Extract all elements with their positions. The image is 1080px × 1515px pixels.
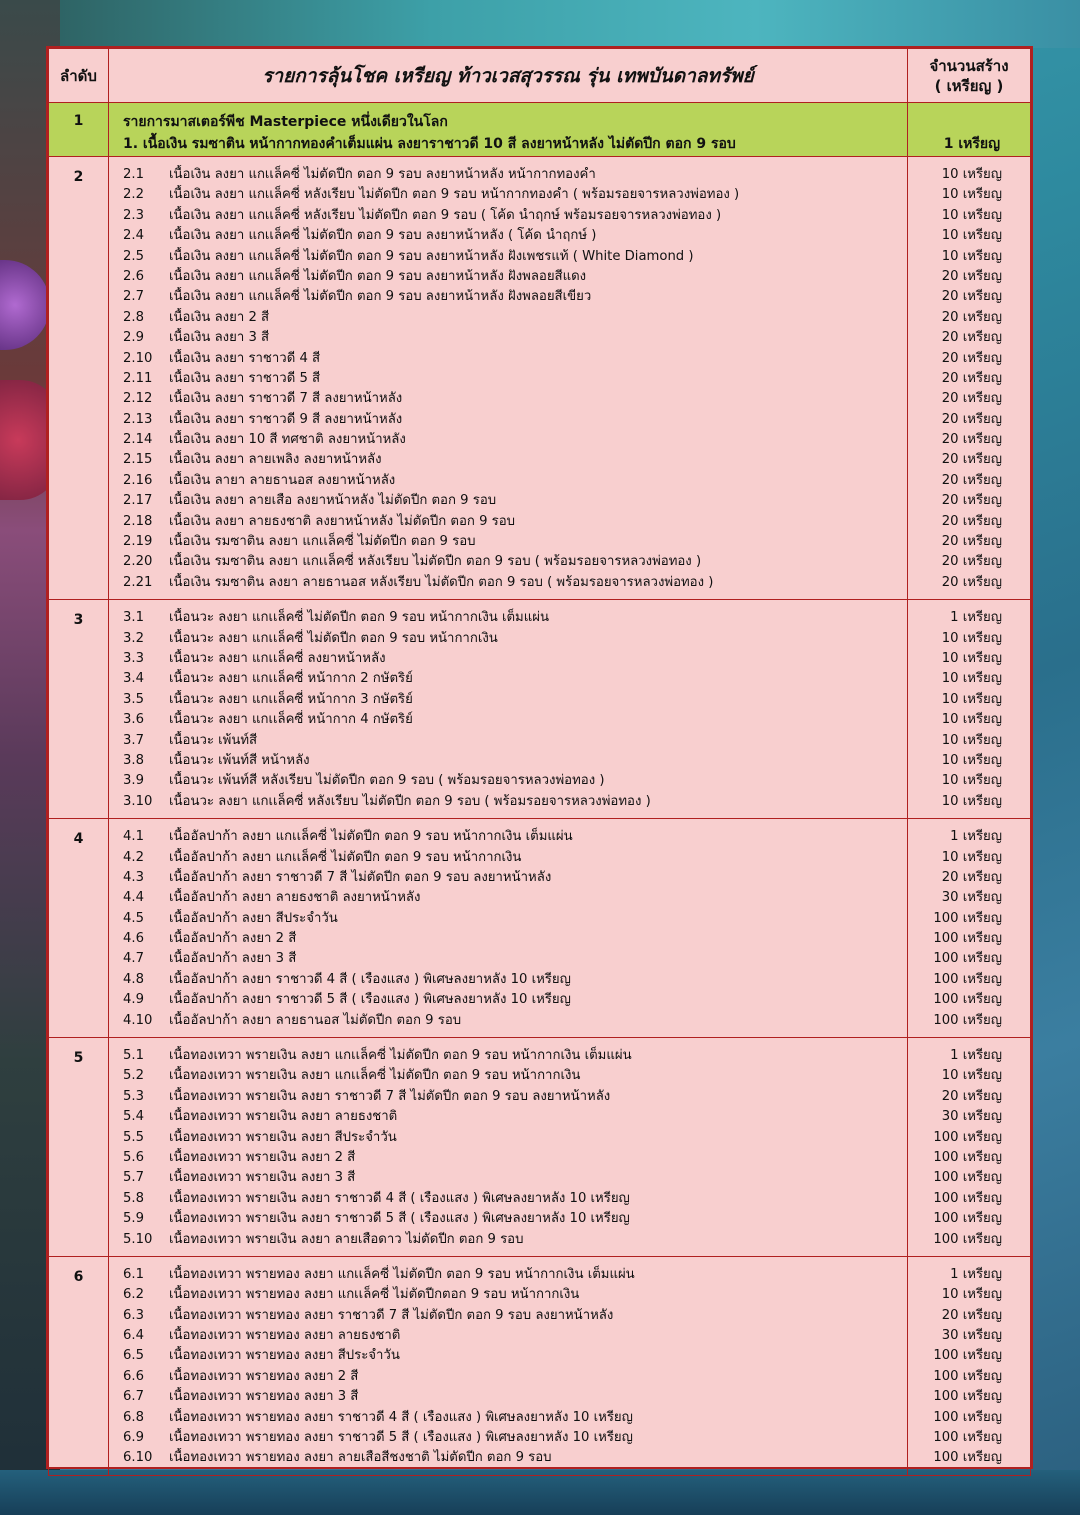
item-number: 3.1 xyxy=(123,610,144,626)
masterpiece-qty: 1 เหรียญ xyxy=(908,103,1031,157)
item-number: 6.3 xyxy=(123,1307,144,1323)
item-quantity: 20 เหรียญ xyxy=(941,472,1002,488)
item-quantity: 20 เหรียญ xyxy=(941,289,1002,305)
list-item xyxy=(109,929,907,949)
list-item xyxy=(109,267,907,287)
item-quantity: 10 เหรียญ xyxy=(941,849,1002,865)
item-quantity: 1 เหรียญ xyxy=(950,1048,1002,1064)
item-description: เนื้อทองเทวา พรายทอง ลงยา ลายธงชาติ xyxy=(169,1328,401,1344)
group-items xyxy=(109,157,908,600)
group-index: 5 xyxy=(49,1038,109,1257)
list-item xyxy=(109,848,907,868)
background-top xyxy=(0,0,1080,48)
item-quantity: 30 เหรียญ xyxy=(941,1328,1002,1344)
list-item xyxy=(109,532,907,552)
list-item xyxy=(109,949,907,969)
background-bottom xyxy=(0,1470,1080,1515)
item-quantity: 100 เหรียญ xyxy=(933,931,1002,947)
item-quantity: 10 เหรียญ xyxy=(941,1068,1002,1084)
item-number: 5.9 xyxy=(123,1211,144,1227)
item-quantity: 10 เหรียญ xyxy=(941,1287,1002,1303)
list-item xyxy=(109,1148,907,1168)
group-qtys xyxy=(908,157,1031,600)
item-description: เนื้ออัลปาก้า ลงยา ราชาวดี 5 สี ( เรืองแสง ) พิเศษลงยาหลัง 10 เหรียญ xyxy=(169,992,571,1008)
header-qty-line1: จำนวนสร้าง xyxy=(929,56,1009,75)
item-number: 5.2 xyxy=(123,1068,144,1084)
item-description: เนื้อทองเทวา พรายทอง ลงยา แกเเล็คซี่ ไม่ตัดปีกตอก 9 รอบ หน้ากากเงิน xyxy=(169,1287,580,1303)
item-description: เนื้อนวะ เพ้นท์สี หลังเรียบ ไม่ตัดปีก ตอก 9 รอบ ( พร้อมรอยจารหลวงพ่อทอง ) xyxy=(169,773,605,789)
list-item xyxy=(109,1107,907,1127)
item-quantity: 30 เหรียญ xyxy=(941,1109,1002,1125)
group-items xyxy=(109,819,908,1038)
item-description: เนื้อเงิน ลงยา 2 สี xyxy=(169,309,270,325)
masterpiece-index: 1 xyxy=(49,103,109,157)
list-item xyxy=(109,573,907,593)
group-qtys xyxy=(908,600,1031,819)
item-quantity: 10 เหรียญ xyxy=(941,228,1002,244)
item-description: เนื้ออัลปาก้า ลงยา 3 สี xyxy=(169,951,297,967)
list-item xyxy=(109,450,907,470)
item-quantity: 100 เหรียญ xyxy=(933,992,1002,1008)
item-quantity: 10 เหรียญ xyxy=(941,793,1002,809)
item-number: 4.10 xyxy=(123,1012,153,1028)
group-qtys xyxy=(908,1038,1031,1257)
item-description: เนื้อทองเทวา พรายทอง ลงยา ลายเสือสีชงชาติ ไม่ตัดปีก ตอก 9 รอบ xyxy=(169,1450,552,1466)
list-item xyxy=(109,1306,907,1326)
item-description: เนื้อทองเทวา พรายเงิน ลงยา 3 สี xyxy=(169,1170,356,1186)
list-item xyxy=(109,165,907,185)
item-quantity: 100 เหรียญ xyxy=(933,1409,1002,1425)
group-index: 4 xyxy=(49,819,109,1038)
list-item xyxy=(109,1285,907,1305)
item-number: 3.9 xyxy=(123,773,144,789)
item-quantity: 20 เหรียญ xyxy=(941,411,1002,427)
item-quantity: 10 เหรียญ xyxy=(941,773,1002,789)
masterpiece-description xyxy=(109,103,908,157)
item-number: 2.3 xyxy=(123,207,144,223)
item-number: 4.6 xyxy=(123,931,144,947)
item-number: 2.15 xyxy=(123,452,153,468)
list-item xyxy=(109,1128,907,1148)
item-description: เนื้อเงิน ลงยา ลายเสือ ลงยาหน้าหลัง ไม่ตัดปีก ตอก 9 รอบ xyxy=(169,493,497,509)
list-item xyxy=(109,349,907,369)
item-number: 5.5 xyxy=(123,1129,144,1145)
item-description: เนื้ออัลปาก้า ลงยา ลายธงชาติ ลงยาหน้าหลัง xyxy=(169,890,421,906)
item-description: เนื้อทองเทวา พรายเงิน ลงยา ราชาวดี 7 สี ไม่ตัดปีก ตอก 9 รอบ ลงยาหน้าหลัง xyxy=(169,1088,611,1104)
list-item xyxy=(109,1168,907,1188)
masterpiece-line2: 1. เนื้อเงิน รมซาติน หน้ากากทองคำเต็มแผ่น ลงยาราชาวดี 10 สี ลงยาหน้าหลัง ไม่ตัดปีก ตอก 9 รอบ xyxy=(123,136,736,152)
list-item xyxy=(109,410,907,430)
item-quantity: 20 เหรียญ xyxy=(941,513,1002,529)
item-number: 2.11 xyxy=(123,370,153,386)
item-number: 2.16 xyxy=(123,472,153,488)
list-item xyxy=(109,247,907,267)
group-row xyxy=(49,157,1031,600)
list-item xyxy=(109,226,907,246)
item-description: เนื้ออัลปาก้า ลงยา สีประจำวัน xyxy=(169,910,338,926)
item-quantity: 100 เหรียญ xyxy=(933,1012,1002,1028)
item-quantity: 20 เหรียญ xyxy=(941,1088,1002,1104)
medal-list-sheet xyxy=(46,46,1033,1469)
item-description: เนื้อเงิน ลงยา 10 สี ทศชาติ ลงยาหน้าหลัง xyxy=(169,432,406,448)
item-quantity: 20 เหรียญ xyxy=(941,350,1002,366)
item-number: 5.6 xyxy=(123,1149,144,1165)
list-item xyxy=(109,1189,907,1209)
item-quantity: 100 เหรียญ xyxy=(933,951,1002,967)
item-quantity: 20 เหรียญ xyxy=(941,452,1002,468)
item-number: 2.18 xyxy=(123,513,153,529)
header-qty-line2: ( เหรียญ ) xyxy=(934,76,1004,95)
list-item xyxy=(109,771,907,791)
list-item xyxy=(109,328,907,348)
item-description: เนื้ออัลปาก้า ลงยา แกเเล็คซี่ ไม่ตัดปีก ตอก 9 รอบ หน้ากากเงิน xyxy=(169,849,522,865)
list-item xyxy=(109,649,907,669)
item-quantity: 20 เหรียญ xyxy=(941,493,1002,509)
item-quantity: 10 เหรียญ xyxy=(941,671,1002,687)
item-description: เนื้อนวะ เพ้นท์สี หน้าหลัง xyxy=(169,752,310,768)
item-quantity: 100 เหรียญ xyxy=(933,971,1002,987)
group-row xyxy=(49,819,1031,1038)
item-description: เนื้อทองเทวา พรายเงิน ลงยา 2 สี xyxy=(169,1149,356,1165)
item-description: เนื้ออัลปาก้า ลงยา แกเเล็คซี่ ไม่ตัดปีก ตอก 9 รอบ หน้ากากเงิน เต็มแผ่น xyxy=(169,829,573,845)
header-qty xyxy=(908,49,1031,103)
item-description: เนื้อทองเทวา พรายเงิน ลงยา แกเเล็คซี่ ไม่ตัดปีก ตอก 9 รอบ หน้ากากเงิน xyxy=(169,1068,581,1084)
list-item xyxy=(109,471,907,491)
item-description: เนื้อเงิน ลงยา แกเเล็คซี่ ไม่ตัดปีก ตอก 9 รอบ ลงยาหน้าหลัง ( โค้ด นำฤกษ์ ) xyxy=(169,228,597,244)
item-number: 2.9 xyxy=(123,330,144,346)
item-quantity: 10 เหรียญ xyxy=(941,167,1002,182)
list-item xyxy=(109,608,907,628)
item-quantity: 10 เหรียญ xyxy=(941,207,1002,223)
item-description: เนื้อทองเทวา พรายเงิน ลงยา ลายเสือดาว ไม่ตัดปีก ตอก 9 รอบ xyxy=(169,1231,524,1247)
item-number: 3.3 xyxy=(123,650,144,666)
item-quantity: 20 เหรียญ xyxy=(941,268,1002,284)
item-quantity: 10 เหรียญ xyxy=(941,650,1002,666)
item-number: 6.7 xyxy=(123,1389,144,1405)
item-quantity: 10 เหรียญ xyxy=(941,712,1002,728)
list-item xyxy=(109,185,907,205)
item-number: 5.10 xyxy=(123,1231,153,1247)
masterpiece-line1: รายการมาสเตอร์พีช Masterpiece หนึ่งเดียวในโลก xyxy=(123,114,448,130)
group-items xyxy=(109,600,908,819)
list-item xyxy=(109,710,907,730)
item-number: 6.5 xyxy=(123,1348,144,1364)
item-number: 5.3 xyxy=(123,1088,144,1104)
item-quantity: 100 เหรียญ xyxy=(933,1231,1002,1247)
item-description: เนื้อเงิน ลงยา ราชาวดี 9 สี ลงยาหน้าหลัง xyxy=(169,411,403,427)
list-item xyxy=(109,512,907,532)
item-quantity: 20 เหรียญ xyxy=(941,1307,1002,1323)
item-description: เนื้อเงิน ลงยา แกเเล็คซี่ หลังเรียบ ไม่ตัดปีก ตอก 9 รอบ หน้ากากทองคำ ( พร้อมรอยจารหลวงพ่อทอง ) xyxy=(169,187,740,203)
item-number: 2.10 xyxy=(123,350,153,366)
item-description: เนื้อนวะ ลงยา แกเเล็คซี่ หน้ากาก 3 กษัตริย์ xyxy=(169,691,413,707)
item-description: เนื้อนวะ ลงยา แกเเล็คซี่ หน้ากาก 2 กษัตริย์ xyxy=(169,671,413,687)
list-item xyxy=(109,491,907,511)
list-item xyxy=(109,1011,907,1031)
item-number: 2.12 xyxy=(123,391,153,407)
item-number: 4.7 xyxy=(123,951,144,967)
list-item xyxy=(109,1387,907,1407)
list-item xyxy=(109,552,907,572)
item-number: 3.5 xyxy=(123,691,144,707)
item-description: เนื้อทองเทวา พรายทอง ลงยา ราชาวดี 4 สี ( เรืองแสง ) พิเศษลงยาหลัง 10 เหรียญ xyxy=(169,1409,633,1425)
list-item xyxy=(109,1367,907,1387)
item-quantity: 100 เหรียญ xyxy=(933,1211,1002,1227)
item-number: 5.7 xyxy=(123,1170,144,1186)
item-number: 5.8 xyxy=(123,1190,144,1206)
list-item xyxy=(109,1230,907,1250)
list-item xyxy=(109,669,907,689)
medal-list-table xyxy=(48,48,1031,1476)
item-quantity: 20 เหรียญ xyxy=(941,869,1002,885)
item-quantity: 10 เหรียญ xyxy=(941,691,1002,707)
item-description: เนื้อเงิน ลายา ลายธานอส ลงยาหน้าหลัง xyxy=(169,472,396,488)
list-item xyxy=(109,970,907,990)
list-item xyxy=(109,827,907,847)
list-item xyxy=(109,792,907,812)
item-number: 3.7 xyxy=(123,732,144,748)
item-number: 6.9 xyxy=(123,1430,144,1446)
item-quantity: 1 เหรียญ xyxy=(950,1266,1002,1282)
item-description: เนื้อเงิน ลงยา ราชาวดี 5 สี xyxy=(169,370,321,386)
item-description: เนื้อเงิน ลงยา ราชาวดี 7 สี ลงยาหน้าหลัง xyxy=(169,391,403,407)
item-description: เนื้ออัลปาก้า ลงยา ราชาวดี 7 สี ไม่ตัดปีก ตอก 9 รอบ ลงยาหน้าหลัง xyxy=(169,869,552,885)
item-number: 6.10 xyxy=(123,1450,153,1466)
item-number: 3.4 xyxy=(123,671,144,687)
item-description: เนื้อนวะ ลงยา แกเเล็คซี่ หลังเรียบ ไม่ตัดปีก ตอก 9 รอบ ( พร้อมรอยจารหลวงพ่อทอง ) xyxy=(169,793,651,809)
item-description: เนื้อทองเทวา พรายทอง ลงยา ราชาวดี 5 สี ( เรืองแสง ) พิเศษลงยาหลัง 10 เหรียญ xyxy=(169,1430,633,1446)
item-number: 4.1 xyxy=(123,829,144,845)
item-number: 2.14 xyxy=(123,432,153,448)
item-number: 6.6 xyxy=(123,1368,144,1384)
item-description: เนื้ออัลปาก้า ลงยา ราชาวดี 4 สี ( เรืองแสง ) พิเศษลงยาหลัง 10 เหรียญ xyxy=(169,971,571,987)
item-number: 6.1 xyxy=(123,1266,144,1282)
item-number: 6.8 xyxy=(123,1409,144,1425)
list-item xyxy=(109,1408,907,1428)
item-description: เนื้อเงิน ลงยา แกเเล็คซี่ ไม่ตัดปีก ตอก 9 รอบ ลงยาหน้าหลัง ฝังพลอยสีเขียว xyxy=(169,289,592,305)
header-title: รายการลุ้นโชค เหรียญ ท้าวเวสสุวรรณ รุ่น เทพบันดาลทรัพย์ xyxy=(109,49,908,103)
item-number: 2.20 xyxy=(123,554,153,570)
item-quantity: 100 เหรียญ xyxy=(933,910,1002,926)
item-description: เนื้อทองเทวา พรายทอง ลงยา ราชาวดี 7 สี ไม่ตัดปีก ตอก 9 รอบ ลงยาหน้าหลัง xyxy=(169,1307,614,1323)
item-description: เนื้อทองเทวา พรายเงิน ลงยา สีประจำวัน xyxy=(169,1129,397,1145)
item-description: เนื้อนวะ ลงยา แกเเล็คซี่ หน้ากาก 4 กษัตริย์ xyxy=(169,712,413,728)
item-number: 3.6 xyxy=(123,712,144,728)
item-number: 2.19 xyxy=(123,534,153,550)
item-quantity: 100 เหรียญ xyxy=(933,1389,1002,1405)
item-quantity: 20 เหรียญ xyxy=(941,432,1002,448)
item-description: เนื้อเงิน ลงยา แกเเล็คซี่ ไม่ตัดปีก ตอก 9 รอบ ลงยาหน้าหลัง หน้ากากทองคำ xyxy=(169,167,596,182)
item-description: เนื้อทองเทวา พรายทอง ลงยา สีประจำวัน xyxy=(169,1348,400,1364)
item-quantity: 10 เหรียญ xyxy=(941,187,1002,203)
item-description: เนื้อนวะ เพ้นท์สี xyxy=(169,732,258,748)
group-items xyxy=(109,1256,908,1475)
list-item xyxy=(109,1448,907,1468)
item-number: 4.3 xyxy=(123,869,144,885)
item-number: 4.8 xyxy=(123,971,144,987)
item-quantity: 20 เหรียญ xyxy=(941,554,1002,570)
item-quantity: 20 เหรียญ xyxy=(941,391,1002,407)
item-number: 2.13 xyxy=(123,411,153,427)
list-item xyxy=(109,731,907,751)
item-quantity: 100 เหรียญ xyxy=(933,1190,1002,1206)
item-quantity: 100 เหรียญ xyxy=(933,1348,1002,1364)
list-item xyxy=(109,909,907,929)
item-quantity: 20 เหรียญ xyxy=(941,309,1002,325)
item-description: เนื้อเงิน ลงยา แกเเล็คซี่ ไม่ตัดปีก ตอก 9 รอบ ลงยาหน้าหลัง ฝังพลอยสีแดง xyxy=(169,268,587,284)
item-quantity: 20 เหรียญ xyxy=(941,574,1002,590)
item-quantity: 100 เหรียญ xyxy=(933,1170,1002,1186)
list-item xyxy=(109,1087,907,1107)
list-item xyxy=(109,1428,907,1448)
item-description: เนื้อทองเทวา พรายเงิน ลงยา ราชาวดี 4 สี ( เรืองแสง ) พิเศษลงยาหลัง 10 เหรียญ xyxy=(169,1190,630,1206)
item-description: เนื้อนวะ ลงยา แกเเล็คซี่ ลงยาหน้าหลัง xyxy=(169,650,386,666)
item-description: เนื้อทองเทวา พรายทอง ลงยา 3 สี xyxy=(169,1389,359,1405)
item-quantity: 100 เหรียญ xyxy=(933,1430,1002,1446)
item-description: เนื้อเงิน ลงยา แกเเล็คซี่ ไม่ตัดปีก ตอก 9 รอบ ลงยาหน้าหลัง ฝังเพชรแท้ ( White Diamond ) xyxy=(169,248,694,264)
item-quantity: 1 เหรียญ xyxy=(950,829,1002,845)
item-description: เนื้อเงิน รมซาติน ลงยา แกเเล็คซี่ ไม่ตัดปีก ตอก 9 รอบ xyxy=(169,534,476,550)
item-number: 3.10 xyxy=(123,793,153,809)
item-quantity: 30 เหรียญ xyxy=(941,890,1002,906)
group-row xyxy=(49,1038,1031,1257)
item-number: 2.5 xyxy=(123,248,144,264)
list-item xyxy=(109,751,907,771)
list-item xyxy=(109,1046,907,1066)
group-index: 6 xyxy=(49,1256,109,1475)
item-description: เนื้อนวะ ลงยา แกเเล็คซี่ ไม่ตัดปีก ตอก 9 รอบ หน้ากากเงิน xyxy=(169,630,498,646)
table-header-row xyxy=(49,49,1031,103)
list-item xyxy=(109,287,907,307)
item-description: เนื้อเงิน ลงยา 3 สี xyxy=(169,330,270,346)
item-number: 4.5 xyxy=(123,910,144,926)
item-number: 6.2 xyxy=(123,1287,144,1303)
item-number: 2.7 xyxy=(123,289,144,305)
item-number: 6.4 xyxy=(123,1328,144,1344)
item-number: 3.8 xyxy=(123,752,144,768)
item-number: 2.17 xyxy=(123,493,153,509)
item-quantity: 20 เหรียญ xyxy=(941,534,1002,550)
group-row xyxy=(49,600,1031,819)
item-description: เนื้อทองเทวา พรายเงิน ลงยา แกเเล็คซี่ ไม่ตัดปีก ตอก 9 รอบ หน้ากากเงิน เต็มแผ่น xyxy=(169,1048,632,1064)
masterpiece-row xyxy=(49,103,1031,157)
item-number: 4.2 xyxy=(123,849,144,865)
item-number: 2.8 xyxy=(123,309,144,325)
item-quantity: 1 เหรียญ xyxy=(950,610,1002,626)
group-qtys xyxy=(908,1256,1031,1475)
item-number: 2.21 xyxy=(123,574,153,590)
group-qtys xyxy=(908,819,1031,1038)
list-item xyxy=(109,990,907,1010)
item-quantity: 100 เหรียญ xyxy=(933,1149,1002,1165)
item-quantity: 10 เหรียญ xyxy=(941,732,1002,748)
item-number: 2.2 xyxy=(123,187,144,203)
item-quantity: 20 เหรียญ xyxy=(941,370,1002,386)
list-item xyxy=(109,389,907,409)
item-number: 2.1 xyxy=(123,167,144,182)
item-number: 3.2 xyxy=(123,630,144,646)
item-quantity: 20 เหรียญ xyxy=(941,330,1002,346)
item-description: เนื้อเงิน ลงยา แกเเล็คซี่ หลังเรียบ ไม่ตัดปีก ตอก 9 รอบ ( โค้ด นำฤกษ์ พร้อมรอยจารหลวงพ่อทอง ) xyxy=(169,207,722,223)
list-item xyxy=(109,1346,907,1366)
item-description: เนื้ออัลปาก้า ลงยา ลายธานอส ไม่ตัดปีก ตอก 9 รอบ xyxy=(169,1012,462,1028)
list-item xyxy=(109,369,907,389)
item-description: เนื้อเงิน ลงยา ลายธงชาติ ลงยาหน้าหลัง ไม่ตัดปีก ตอก 9 รอบ xyxy=(169,513,516,529)
list-item xyxy=(109,1265,907,1285)
list-item xyxy=(109,206,907,226)
item-quantity: 10 เหรียญ xyxy=(941,630,1002,646)
item-number: 5.1 xyxy=(123,1048,144,1064)
list-item xyxy=(109,629,907,649)
item-description: เนื้อนวะ ลงยา แกเเล็คซี่ ไม่ตัดปีก ตอก 9 รอบ หน้ากากเงิน เต็มแผ่น xyxy=(169,610,549,626)
list-item xyxy=(109,430,907,450)
item-number: 2.4 xyxy=(123,228,144,244)
item-quantity: 100 เหรียญ xyxy=(933,1129,1002,1145)
item-number: 5.4 xyxy=(123,1109,144,1125)
item-number: 2.6 xyxy=(123,268,144,284)
item-quantity: 10 เหรียญ xyxy=(941,752,1002,768)
item-description: เนื้อทองเทวา พรายทอง ลงยา 2 สี xyxy=(169,1368,359,1384)
item-quantity: 10 เหรียญ xyxy=(941,248,1002,264)
list-item xyxy=(109,1326,907,1346)
item-description: เนื้อเงิน ลงยา ลายเพลิง ลงยาหน้าหลัง xyxy=(169,452,382,468)
header-index: ลำดับ xyxy=(49,49,109,103)
list-item xyxy=(109,1209,907,1229)
list-item xyxy=(109,1066,907,1086)
item-description: เนื้อเงิน ลงยา ราชาวดี 4 สี xyxy=(169,350,321,366)
item-description: เนื้อเงิน รมซาติน ลงยา ลายธานอส หลังเรียบ ไม่ตัดปีก ตอก 9 รอบ ( พร้อมรอยจารหลวงพ่อทอง ) xyxy=(169,574,714,590)
list-item xyxy=(109,888,907,908)
item-quantity: 100 เหรียญ xyxy=(933,1450,1002,1466)
item-number: 4.9 xyxy=(123,992,144,1008)
item-description: เนื้ออัลปาก้า ลงยา 2 สี xyxy=(169,931,297,947)
item-description: เนื้อเงิน รมซาติน ลงยา แกเเล็คซี่ หลังเรียบ ไม่ตัดปีก ตอก 9 รอบ ( พร้อมรอยจารหลวงพ่อทอง ) xyxy=(169,554,702,570)
group-index: 2 xyxy=(49,157,109,600)
list-item xyxy=(109,868,907,888)
item-number: 4.4 xyxy=(123,890,144,906)
group-index: 3 xyxy=(49,600,109,819)
group-row xyxy=(49,1256,1031,1475)
item-description: เนื้อทองเทวา พรายทอง ลงยา แกเเล็คซี่ ไม่ตัดปีก ตอก 9 รอบ หน้ากากเงิน เต็มแผ่น xyxy=(169,1266,635,1282)
item-quantity: 100 เหรียญ xyxy=(933,1368,1002,1384)
group-items xyxy=(109,1038,908,1257)
list-item xyxy=(109,690,907,710)
item-description: เนื้อทองเทวา พรายเงิน ลงยา ลายธงชาติ xyxy=(169,1109,398,1125)
item-description: เนื้อทองเทวา พรายเงิน ลงยา ราชาวดี 5 สี ( เรืองแสง ) พิเศษลงยาหลัง 10 เหรียญ xyxy=(169,1211,630,1227)
list-item xyxy=(109,308,907,328)
